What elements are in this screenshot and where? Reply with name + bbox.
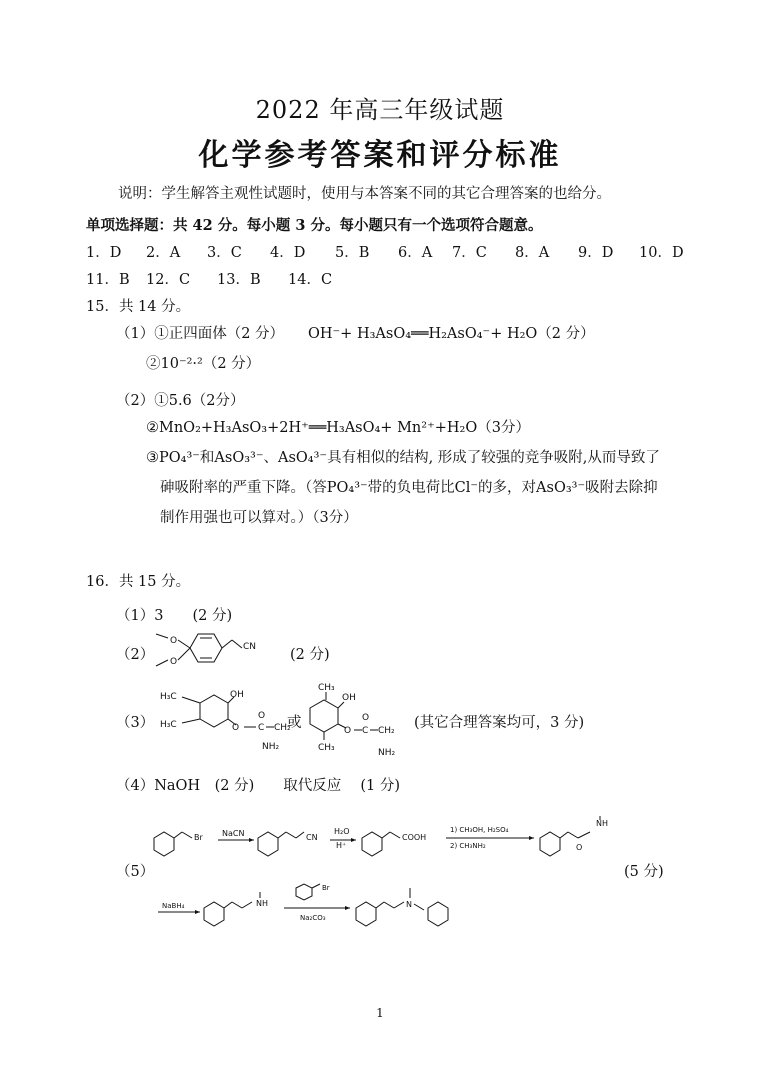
structure-option-b (302, 678, 412, 760)
svg-text:Na₂CO₃: Na₂CO₃ (300, 914, 326, 922)
q15-part1-equation: OH⁻+ H₃AsO₄══H₂AsO₄⁻+ H₂O（2 分） (308, 326, 595, 342)
svg-text:C: C (362, 726, 369, 736)
q16-part2-score: (2 分) (290, 647, 330, 663)
svg-text:CH₂: CH₂ (378, 726, 395, 736)
svg-text:NaCN: NaCN (222, 829, 245, 838)
svg-text:C: C (258, 723, 265, 733)
svg-text:N: N (406, 900, 412, 909)
q16-part3-or: 或 (287, 715, 302, 731)
svg-text:CH₃: CH₃ (318, 683, 335, 693)
answer-12: 12．C (146, 272, 191, 288)
answer-14: 14．C (288, 272, 333, 288)
svg-text:Br: Br (322, 884, 330, 892)
svg-text:2) CH₃NH₂: 2) CH₃NH₂ (450, 842, 486, 850)
answer-10: 10．D (639, 245, 684, 261)
svg-text:H⁺: H⁺ (336, 841, 347, 850)
answer-6: 6．A (398, 245, 433, 261)
q16-part4: （4）NaOH (2 分) 取代反应 (1 分) (116, 778, 400, 794)
q15-part2-c-line1: ③PO₄³⁻和AsO₃³⁻、AsO₄³⁻具有相似的结构, 形成了较强的竞争吸附,从而导致了 (146, 450, 660, 466)
svg-text:NH₂: NH₂ (378, 748, 396, 758)
svg-text:1) CH₃OH, H₂SO₄: 1) CH₃OH, H₂SO₄ (450, 826, 509, 834)
answer-9: 9．D (578, 245, 614, 261)
q16-part5-label: （5） (116, 864, 155, 880)
svg-text:H₃C: H₃C (160, 720, 177, 730)
q15-part2-c-line2: 砷吸附率的严重下降。（答PO₄³⁻带的负电荷比Cl⁻的多，对AsO₃³⁻吸附去除抑 (160, 480, 658, 496)
q16-part2-label: （2） (116, 647, 155, 663)
answer-8: 8．A (515, 245, 550, 261)
page-title: 化学参考答案和评分标准 (198, 138, 562, 173)
answer-1: 1．D (86, 245, 122, 261)
synthesis-route-row1 (150, 812, 620, 860)
svg-text:CH₂: CH₂ (274, 723, 291, 733)
svg-text:O: O (170, 636, 178, 646)
q16-heading: 16．共 15 分。 (86, 574, 191, 590)
svg-text:CH₃: CH₃ (318, 743, 335, 753)
answer-2: 2．A (146, 245, 181, 261)
svg-text:O: O (362, 713, 370, 723)
svg-text:NH: NH (256, 899, 268, 908)
structure-option-a (158, 685, 298, 755)
page-number: 1 (376, 1006, 384, 1020)
structure-dimethoxy-phenylpropanenitrile (148, 628, 278, 674)
svg-text:H₃C: H₃C (160, 692, 177, 702)
nitrile-label: CN (243, 642, 257, 652)
q16-part5-score: (5 分) (624, 864, 664, 880)
answer-3: 3．C (207, 245, 242, 261)
svg-text:NaBH₄: NaBH₄ (162, 902, 185, 910)
answer-5: 5．B (335, 245, 370, 261)
q15-part2-b: ②MnO₂+H₃AsO₃+2H⁺══H₃AsO₄+ Mn²⁺+H₂O（3分） (146, 420, 530, 436)
q15-part1-b: ②10⁻²·²（2 分） (146, 356, 261, 372)
svg-text:OH: OH (342, 693, 356, 703)
q15-heading: 15．共 14 分。 (86, 299, 191, 315)
svg-text:Br: Br (194, 833, 203, 842)
svg-text:O: O (344, 726, 352, 736)
svg-text:NH: NH (596, 819, 608, 828)
exam-title: 2022 年高三年级试题 (255, 96, 505, 124)
q16-part3-note: (其它合理答案均可，3 分) (414, 715, 585, 731)
svg-text:CN: CN (306, 833, 318, 842)
answer-7: 7．C (452, 245, 487, 261)
svg-text:H₂O: H₂O (334, 827, 350, 836)
q16-part3-label: （3） (116, 715, 155, 731)
answer-13: 13．B (217, 272, 261, 288)
svg-text:O: O (232, 723, 240, 733)
svg-text:OH: OH (230, 690, 244, 700)
q15-part1-a: （1）①正四面体（2 分） (116, 326, 285, 342)
q16-part1: （1）3 (2 分) (116, 608, 233, 624)
section-heading: 单项选择题：共 42 分。每小题 3 分。每小题只有一个选项符合题意。 (86, 217, 543, 234)
instructions-note: 说明：学生解答主观性试题时，使用与本答案不同的其它合理答案的也给分。 (118, 186, 611, 202)
svg-text:NH₂: NH₂ (262, 742, 280, 752)
answer-11: 11．B (86, 272, 130, 288)
synthesis-route-row2 (150, 880, 480, 930)
svg-text:COOH: COOH (402, 833, 427, 842)
answer-4: 4．D (270, 245, 306, 261)
svg-text:O: O (258, 711, 266, 721)
q15-part2-c-line3: 制作用强也可以算对。）（3分） (160, 510, 358, 526)
svg-text:O: O (170, 657, 178, 667)
svg-text:O: O (576, 843, 583, 852)
q15-part2-a: （2）①5.6（2分） (116, 393, 245, 409)
